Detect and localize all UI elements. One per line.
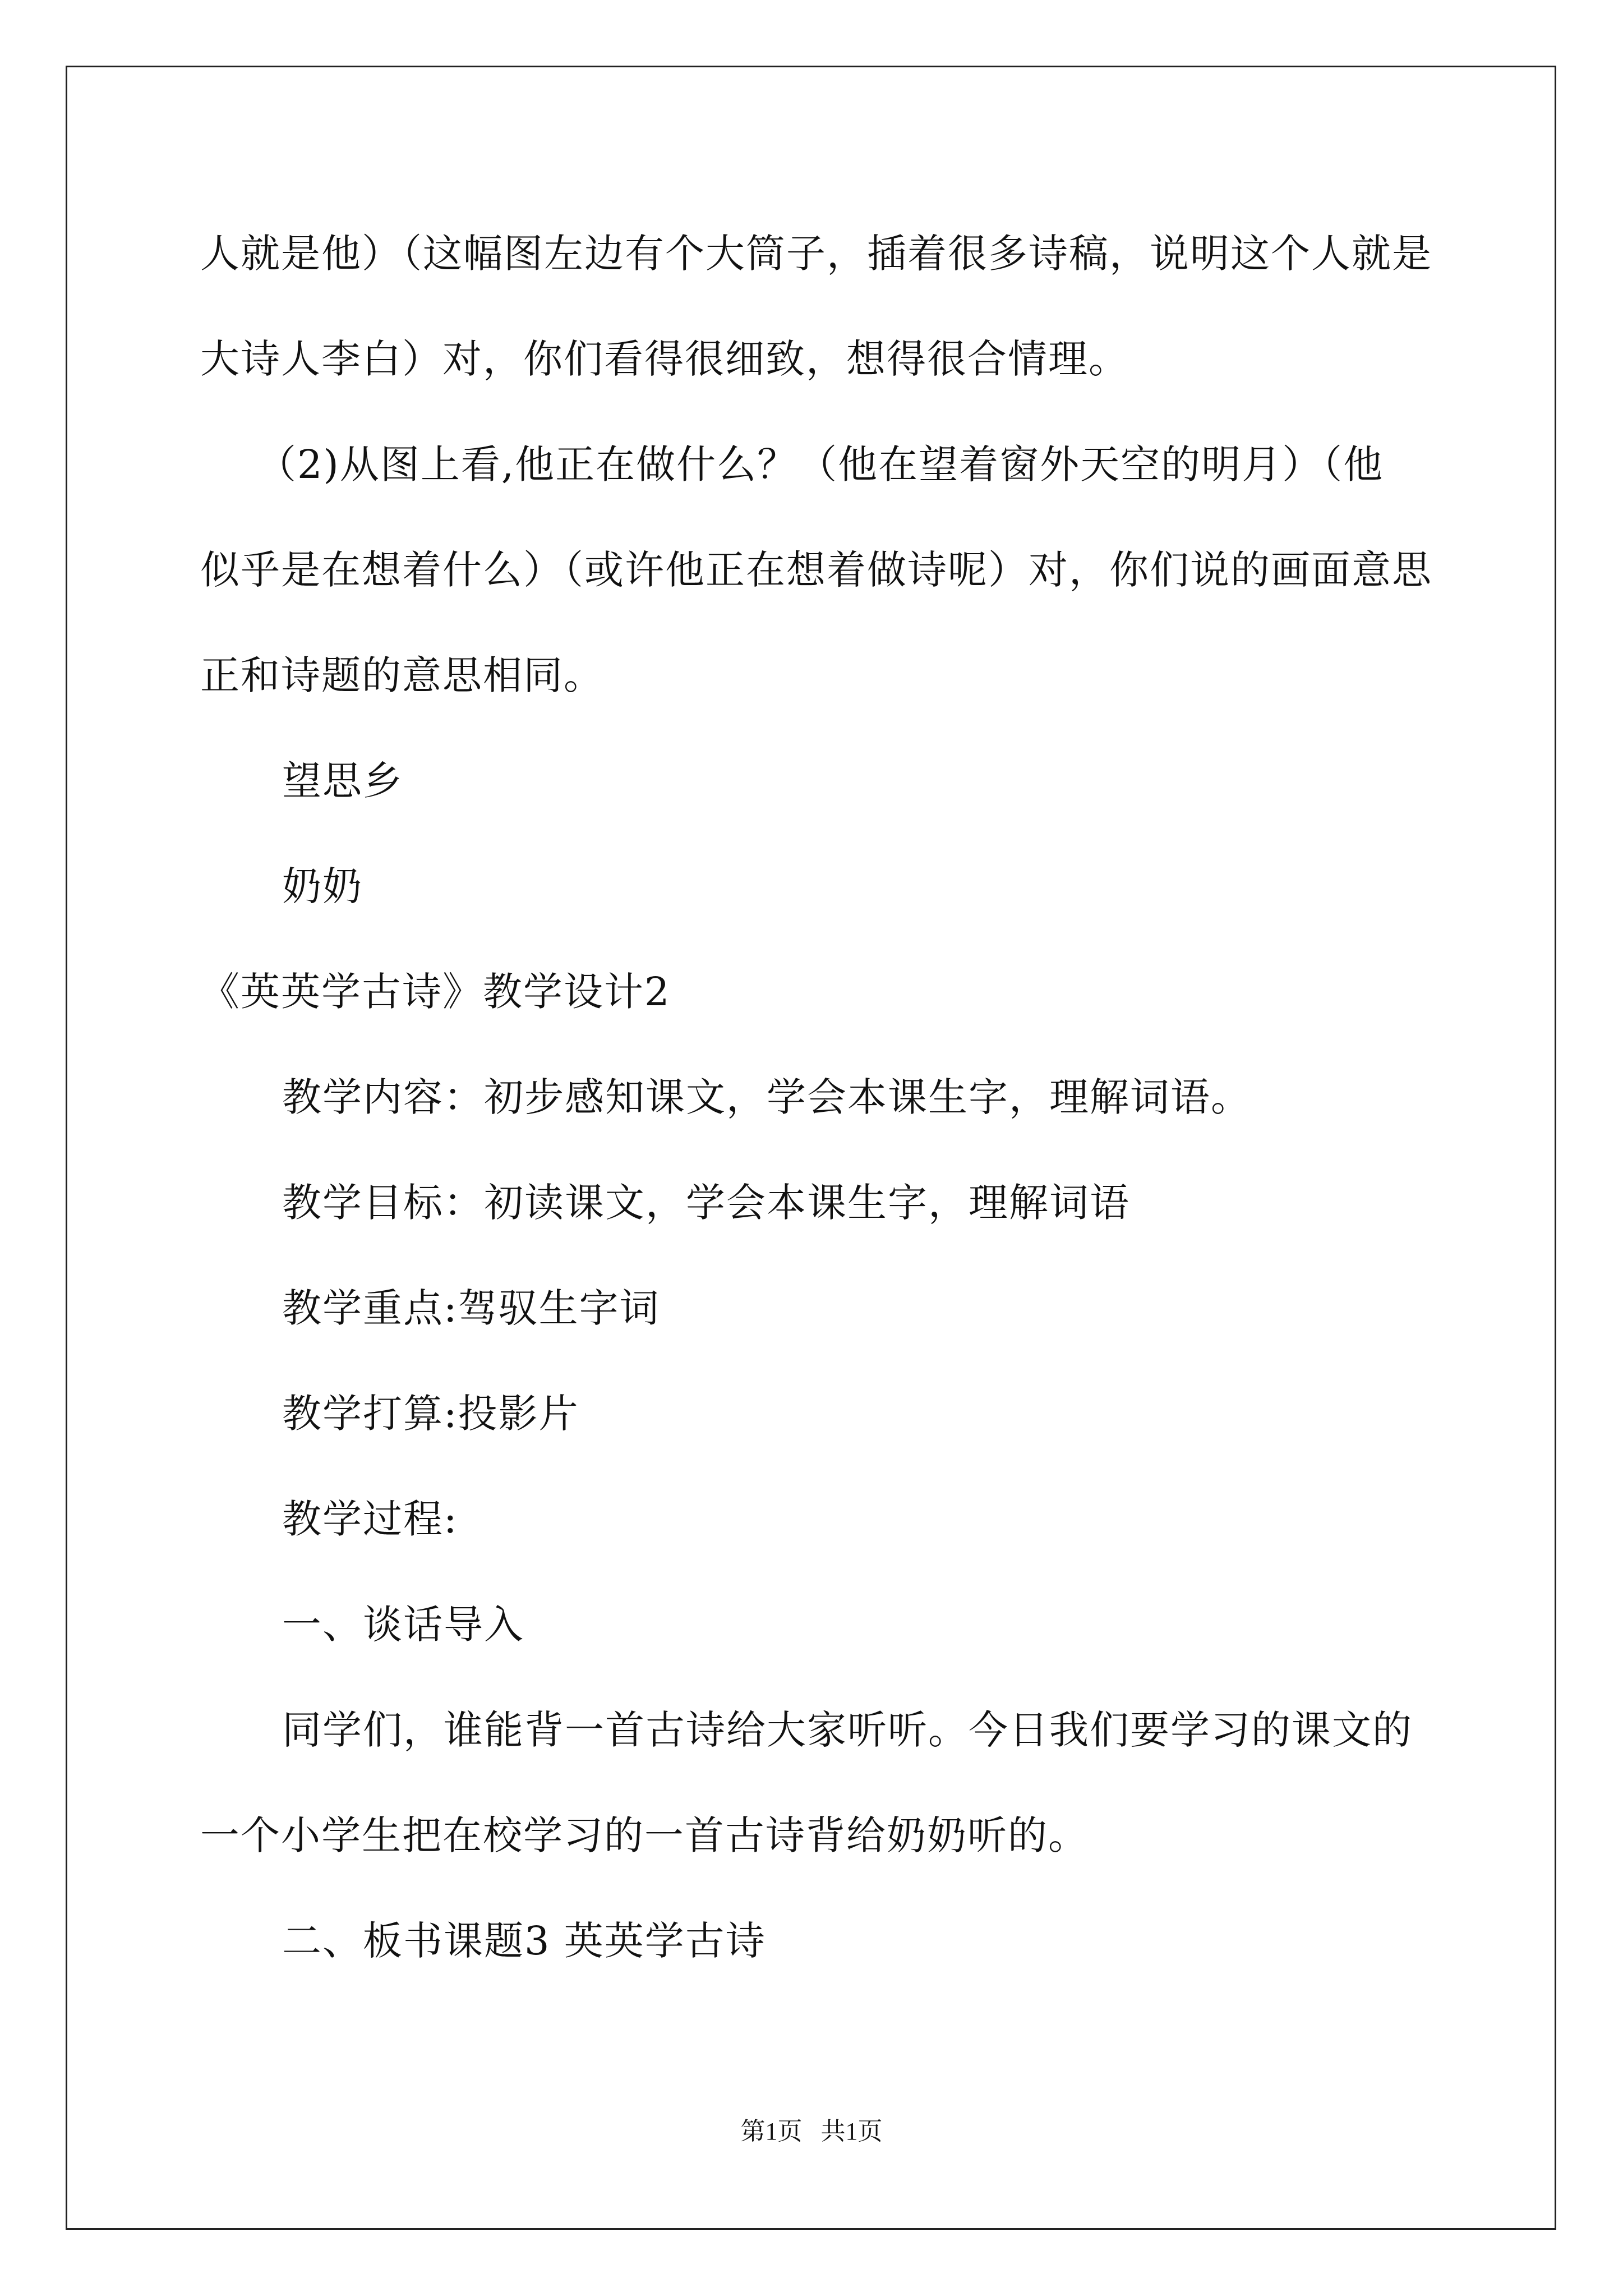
paragraph-line-13: 教学过程:: [282, 1496, 458, 1542]
paragraph-line-4: 似乎是在想着什么）（或许他正在想着做诗呢）对，你们说的画面意思: [200, 547, 1432, 593]
paragraph-line-12: 教学打算:投影片: [282, 1391, 579, 1437]
paragraph-line-5: 正和诗题的意思相同。: [200, 652, 604, 698]
paragraph-line-17: 二、板书课题3 英英学古诗: [282, 1918, 766, 1964]
paragraph-line-1: 人就是他）（这幅图左边有个大筒子，插着很多诗稿，说明这个人就是: [200, 231, 1432, 277]
paragraph-line-15: 同学们，谁能背一首古诗给大家听听。今日我们要学习的课文的: [282, 1707, 1413, 1753]
page-footer: 第1页 共1页: [740, 2118, 883, 2145]
paragraph-line-16: 一个小学生把在校学习的一首古诗背给奶奶听的。: [200, 1812, 1089, 1858]
paragraph-line-3: （2)从图上看,他正在做什么？（他在望着窗外天空的明月）（他: [257, 441, 1384, 487]
paragraph-line-7: 奶奶: [282, 863, 363, 909]
paragraph-line-2: 大诗人李白）对，你们看得很细致，想得很合情理。: [200, 336, 1129, 382]
paragraph-line-14: 一、谈话导入: [282, 1602, 524, 1648]
paragraph-line-10: 教学目标：初读课文，学会本课生字，理解词语: [282, 1180, 1130, 1226]
paragraph-line-6: 望思乡: [282, 758, 403, 804]
page-border: [66, 66, 1556, 2230]
section-title: 《英英学古诗》教学设计2: [200, 969, 671, 1015]
paragraph-line-9: 教学内容：初步感知课文，学会本课生字，理解词语。: [282, 1074, 1251, 1120]
paragraph-line-11: 教学重点:驾驭生字词: [282, 1285, 660, 1331]
